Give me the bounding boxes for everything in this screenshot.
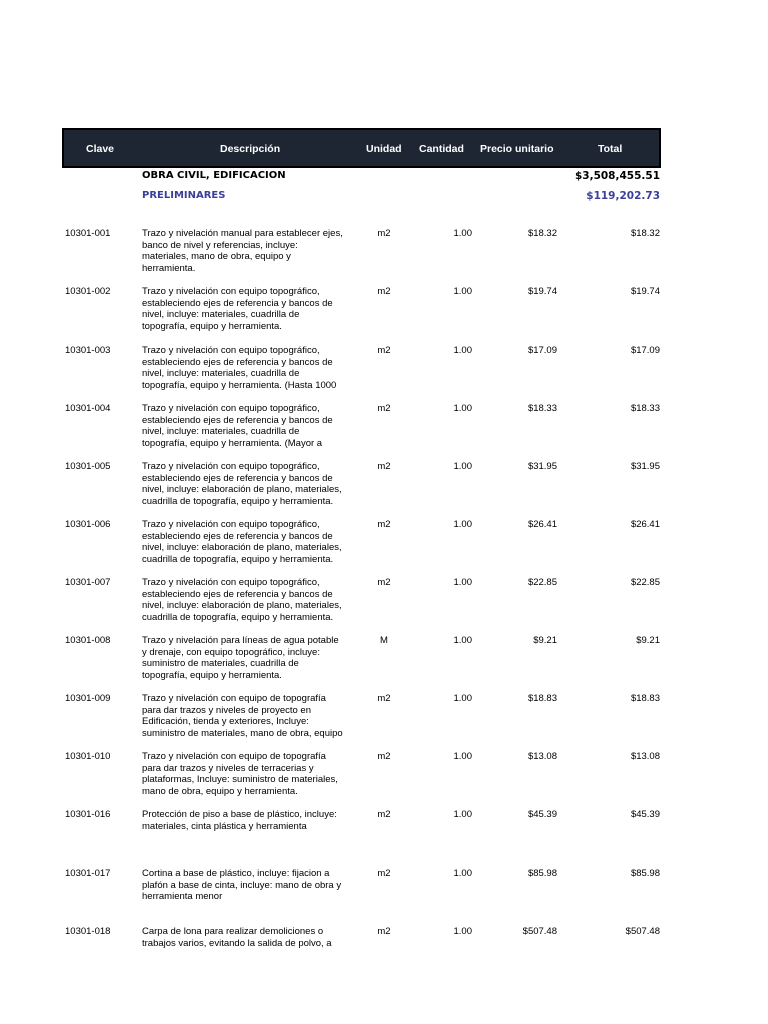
row-unidad: m2 <box>377 577 391 588</box>
row-unidad: m2 <box>377 751 391 762</box>
row-total: $507.48 <box>625 926 660 937</box>
row-description-line: cuadrilla de topografía, equipo y herramienta. <box>142 612 334 624</box>
row-description-line: Trazo y nivelación con equipo topográfico, <box>142 519 320 530</box>
row-unidad: m2 <box>377 868 391 879</box>
row-description-line: Trazo y nivelación con equipo topográfico, <box>142 577 320 588</box>
row-precio-unitario: $22.85 <box>527 577 557 588</box>
row-clave: 10301-007 <box>65 577 111 588</box>
row-description-line: Trazo y nivelación con equipo topográfico, <box>142 286 320 297</box>
row-description-line: herramienta menor <box>142 891 223 903</box>
row-description-line: Protección de piso a base de plástico, incluye: <box>142 809 337 820</box>
row-description <box>142 868 362 903</box>
row-description-line: y drenaje, con equipo topográfico, incluye: <box>142 646 320 658</box>
row-description-line: estableciendo ejes de referencia y bancos de <box>142 530 333 542</box>
row-description-line: banco de nivel y referencias, incluye: <box>142 239 298 251</box>
column-header-precio-unitario: Precio unitario <box>480 143 554 155</box>
row-cantidad: 1.00 <box>453 577 472 588</box>
row-description-line: suministro de materiales, mano de obra, equipo <box>142 728 343 740</box>
row-description-line: topografía, equipo y herramienta. (Hasta 1000 <box>142 380 337 392</box>
row-clave: 10301-018 <box>65 926 111 937</box>
row-description-line: estableciendo ejes de referencia y bancos de <box>142 414 333 426</box>
row-clave: 10301-004 <box>65 403 111 414</box>
subsection-title: PRELIMINARES <box>142 190 226 201</box>
row-description-line: estableciendo ejes de referencia y bancos de <box>142 356 333 368</box>
row-clave: 10301-009 <box>65 693 111 704</box>
row-description <box>142 461 362 508</box>
row-clave: 10301-001 <box>65 228 111 239</box>
row-description-line: Trazo y nivelación con equipo topográfico, <box>142 345 320 356</box>
row-precio-unitario: $45.39 <box>527 809 557 820</box>
row-cantidad: 1.00 <box>453 635 472 646</box>
row-cantidad: 1.00 <box>453 693 472 704</box>
row-unidad: m2 <box>377 228 391 239</box>
row-description-line: mano de obra, equipo y herramienta. <box>142 786 298 798</box>
row-description <box>142 809 362 832</box>
row-unidad: m2 <box>377 809 391 820</box>
row-cantidad: 1.00 <box>453 868 472 879</box>
row-description-line: Carpa de lona para realizar demoliciones o <box>142 926 324 937</box>
row-description-line: estableciendo ejes de referencia y bancos de <box>142 297 333 309</box>
row-clave: 10301-010 <box>65 751 111 762</box>
row-description-line: topografía, equipo y herramienta. <box>142 670 282 682</box>
row-total: $9.21 <box>636 635 660 646</box>
row-description <box>142 286 362 333</box>
row-total: $17.09 <box>630 345 660 356</box>
row-total: $18.32 <box>630 228 660 239</box>
row-clave: 10301-003 <box>65 345 111 356</box>
row-description-line: materiales, cinta plástica y herramienta <box>142 820 307 832</box>
row-unidad: m2 <box>377 693 391 704</box>
column-header-unidad: Unidad <box>366 143 402 155</box>
row-cantidad: 1.00 <box>453 461 472 472</box>
row-total: $26.41 <box>630 519 660 530</box>
row-description-line: nivel, incluye: elaboración de plano, materiales, <box>142 484 342 496</box>
row-description-line: trabajos varios, evitando la salida de polvo, a <box>142 937 332 949</box>
row-description-line: estableciendo ejes de referencia y bancos de <box>142 472 333 484</box>
row-description-line: herramienta. <box>142 263 196 275</box>
row-description-line: nivel, incluye: elaboración de plano, materiales, <box>142 600 342 612</box>
row-total: $22.85 <box>630 577 660 588</box>
row-clave: 10301-002 <box>65 286 111 297</box>
row-description-line: materiales, mano de obra, equipo y <box>142 251 291 263</box>
row-description-line: nivel, incluye: materiales, cuadrilla de <box>142 309 300 321</box>
row-cantidad: 1.00 <box>453 519 472 530</box>
column-header-total: Total <box>598 143 623 155</box>
row-description-line: Cortina a base de plástico, incluye: fijacion a <box>142 868 330 879</box>
section-total: $3,508,455.51 <box>574 170 660 182</box>
column-header-clave: Clave <box>86 143 115 155</box>
row-unidad: m2 <box>377 461 391 472</box>
row-cantidad: 1.00 <box>453 345 472 356</box>
row-description-line: nivel, incluye: materiales, cuadrilla de <box>142 368 300 380</box>
row-precio-unitario: $507.48 <box>522 926 557 937</box>
row-unidad: m2 <box>377 403 391 414</box>
row-description-line: suministro de materiales, cuadrilla de <box>142 658 299 670</box>
row-description-line: topografía, equipo y herramienta. <box>142 321 282 333</box>
row-description <box>142 228 362 275</box>
row-unidad: m2 <box>377 286 391 297</box>
row-precio-unitario: $18.83 <box>527 693 557 704</box>
row-description-line: topografía, equipo y herramienta. (Mayor a <box>142 438 323 450</box>
row-description <box>142 403 362 450</box>
row-total: $18.33 <box>630 403 660 414</box>
row-description-line: plataformas, Incluye: suministro de materiales, <box>142 774 338 786</box>
section-title: OBRA CIVIL, EDIFICACION <box>142 170 286 181</box>
row-description <box>142 635 362 682</box>
row-total: $13.08 <box>630 751 660 762</box>
row-precio-unitario: $9.21 <box>533 635 557 646</box>
row-description-line: estableciendo ejes de referencia y bancos de <box>142 588 333 600</box>
row-precio-unitario: $19.74 <box>527 286 557 297</box>
row-total: $45.39 <box>630 809 660 820</box>
row-unidad: m2 <box>377 926 391 937</box>
row-total: $19.74 <box>630 286 660 297</box>
row-description <box>142 693 362 740</box>
row-description <box>142 577 362 624</box>
row-description-line: Edificación, tienda y exteriores, Incluye: <box>142 716 309 728</box>
row-precio-unitario: $18.32 <box>527 228 557 239</box>
row-precio-unitario: $18.33 <box>527 403 557 414</box>
row-total: $31.95 <box>630 461 660 472</box>
row-description <box>142 519 362 566</box>
row-cantidad: 1.00 <box>453 228 472 239</box>
row-cantidad: 1.00 <box>453 809 472 820</box>
row-precio-unitario: $26.41 <box>527 519 557 530</box>
row-unidad: m2 <box>377 519 391 530</box>
row-clave: 10301-005 <box>65 461 111 472</box>
row-description-line: para dar trazos y niveles de proyecto en <box>142 704 311 716</box>
row-cantidad: 1.00 <box>453 751 472 762</box>
row-description-line: Trazo y nivelación con equipo de topografía <box>142 751 326 762</box>
row-total: $18.83 <box>630 693 660 704</box>
row-clave: 10301-006 <box>65 519 111 530</box>
row-total: $85.98 <box>630 868 660 879</box>
row-description-line: nivel, incluye: elaboración de plano, materiales, <box>142 542 342 554</box>
row-clave: 10301-008 <box>65 635 111 646</box>
row-description <box>142 751 362 798</box>
row-description-line: cuadrilla de topografía, equipo y herramienta. <box>142 496 334 508</box>
column-header-cantidad: Cantidad <box>419 143 464 155</box>
row-description-line: plafón a base de cinta, incluye: mano de obra y <box>142 879 342 891</box>
row-clave: 10301-016 <box>65 809 111 820</box>
row-description-line: para dar trazos y niveles de terracerias y <box>142 762 314 774</box>
row-clave: 10301-017 <box>65 868 111 879</box>
row-description-line: Trazo y nivelación con equipo de topografía <box>142 693 326 704</box>
row-precio-unitario: $17.09 <box>527 345 557 356</box>
row-description-line: Trazo y nivelación manual para establecer ejes, <box>142 228 343 239</box>
row-description-line: Trazo y nivelación con equipo topográfico, <box>142 403 320 414</box>
row-description <box>142 926 362 949</box>
subsection-total: $119,202.73 <box>586 190 660 202</box>
row-precio-unitario: $31.95 <box>527 461 557 472</box>
row-unidad: M <box>380 635 388 646</box>
row-description-line: Trazo y nivelación con equipo topográfico, <box>142 461 320 472</box>
row-precio-unitario: $85.98 <box>527 868 557 879</box>
row-description-line: nivel, incluye: materiales, cuadrilla de <box>142 426 300 438</box>
row-cantidad: 1.00 <box>453 403 472 414</box>
column-header-descripcion: Descripción <box>220 143 281 155</box>
row-unidad: m2 <box>377 345 391 356</box>
row-description-line: cuadrilla de topografía, equipo y herramienta. <box>142 554 334 566</box>
row-description-line: Trazo y nivelación para líneas de agua potable <box>142 635 339 646</box>
row-precio-unitario: $13.08 <box>527 751 557 762</box>
row-cantidad: 1.00 <box>453 286 472 297</box>
row-description <box>142 345 362 392</box>
row-cantidad: 1.00 <box>453 926 472 937</box>
